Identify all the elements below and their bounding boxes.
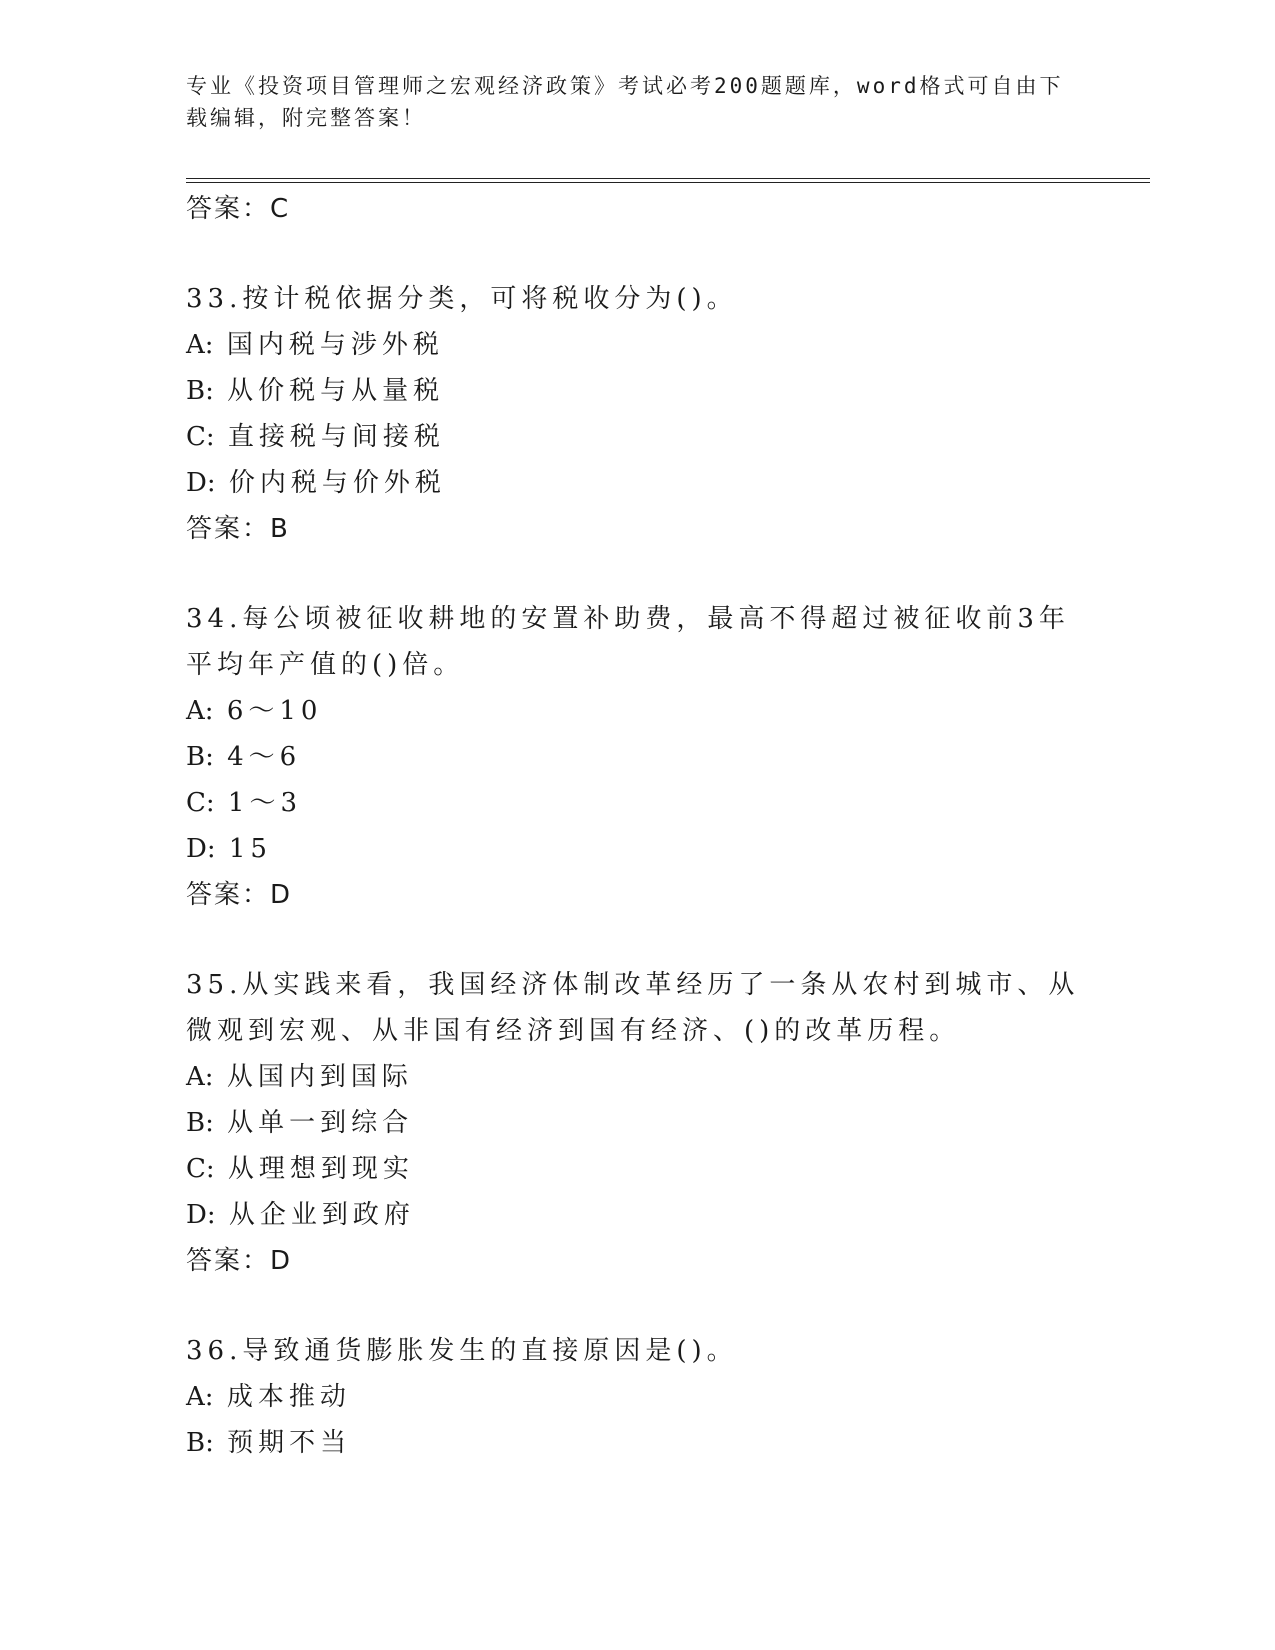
option-key: D: bbox=[186, 468, 216, 498]
option-key: A: bbox=[186, 1062, 214, 1092]
option-key: A: bbox=[186, 696, 214, 726]
header-rule-bottom bbox=[186, 182, 1150, 183]
option-c bbox=[186, 414, 1086, 460]
option-b bbox=[186, 1100, 1086, 1146]
question-34 bbox=[186, 596, 1086, 918]
option-key: C: bbox=[186, 1154, 215, 1184]
option-key: C: bbox=[186, 788, 215, 818]
option-a bbox=[186, 1374, 1086, 1420]
option-a bbox=[186, 1054, 1086, 1100]
question-text: 36.导致通货膨胀发生的直接原因是()。 bbox=[186, 1336, 738, 1366]
option-key: A: bbox=[186, 330, 214, 360]
option-key: D: bbox=[186, 1200, 216, 1230]
header-rule-top bbox=[186, 178, 1150, 179]
option-key: D: bbox=[186, 834, 216, 864]
option-text: 国内税与涉外税 bbox=[226, 330, 444, 360]
question-35 bbox=[186, 962, 1086, 1284]
option-key: B: bbox=[186, 1108, 214, 1138]
option-text: 价内税与价外税 bbox=[228, 468, 446, 498]
option-c bbox=[186, 1146, 1086, 1192]
option-text: 6～10 bbox=[226, 696, 323, 726]
question-text: 34.每公顷被征收耕地的安置补助费，最高不得超过被征收前3年平均年产值的()倍。 bbox=[186, 604, 1070, 680]
answer-line: 答案：D bbox=[186, 1246, 293, 1276]
answer-line: 答案：D bbox=[186, 880, 293, 910]
option-a bbox=[186, 688, 1086, 734]
option-text: 从单一到综合 bbox=[227, 1108, 414, 1138]
option-text: 4～6 bbox=[227, 742, 302, 772]
question-text: 33.按计税依据分类，可将税收分为()。 bbox=[186, 284, 738, 314]
option-text: 从价税与从量税 bbox=[227, 376, 445, 406]
option-d bbox=[186, 826, 1086, 872]
option-text: 预期不当 bbox=[227, 1428, 352, 1458]
question-36 bbox=[186, 1328, 1086, 1466]
option-d bbox=[186, 460, 1086, 506]
document-header bbox=[186, 70, 1086, 134]
option-key: B: bbox=[186, 742, 214, 772]
answer-line: 答案：B bbox=[186, 514, 290, 544]
option-key: A: bbox=[186, 1382, 214, 1412]
option-text: 从企业到政府 bbox=[228, 1200, 415, 1230]
option-text: 成本推动 bbox=[226, 1382, 351, 1412]
option-key: B: bbox=[186, 1428, 214, 1458]
question-33 bbox=[186, 276, 1086, 552]
option-key: B: bbox=[186, 376, 214, 406]
answer-line: 答案：C bbox=[186, 194, 291, 224]
option-text: 直接税与间接税 bbox=[227, 422, 445, 452]
option-b bbox=[186, 734, 1086, 780]
option-b bbox=[186, 1420, 1086, 1466]
option-text: 1～3 bbox=[227, 788, 303, 818]
option-d bbox=[186, 1192, 1086, 1238]
question-list bbox=[186, 186, 1086, 1466]
option-text: 15 bbox=[228, 834, 272, 864]
option-text: 从理想到现实 bbox=[227, 1154, 414, 1184]
question-text: 35.从实践来看，我国经济体制改革经历了一条从农村到城市、从微观到宏观、从非国有经济到国有经济、()的改革历程。 bbox=[186, 970, 1080, 1046]
option-c bbox=[186, 780, 1086, 826]
option-text: 从国内到国际 bbox=[226, 1062, 413, 1092]
option-b bbox=[186, 368, 1086, 414]
document-title: 专业《投资项目管理师之宏观经济政策》考试必考200题题库，word格式可自由下载编辑，附完整答案！ bbox=[186, 74, 1064, 130]
option-key: C: bbox=[186, 422, 215, 452]
option-a bbox=[186, 322, 1086, 368]
